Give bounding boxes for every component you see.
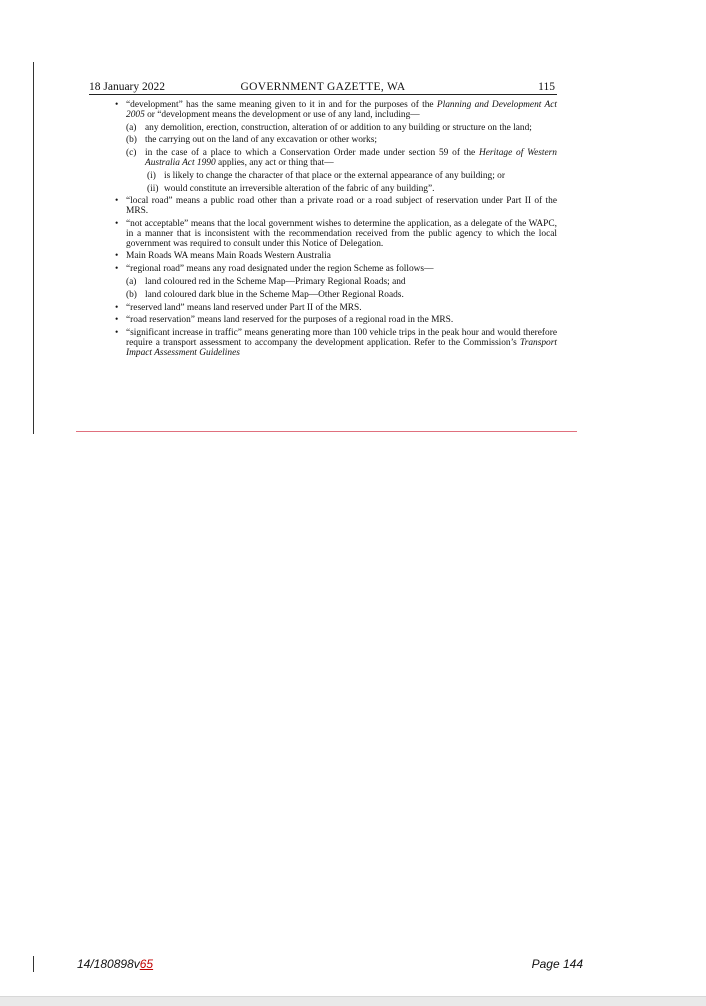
document-reference: 14/180898v65 <box>77 957 154 971</box>
development-item-a: (a) any demolition, erection, construction, alteration of or addition to any building or structure on the land; <box>126 122 532 133</box>
gazette-header <box>89 80 557 95</box>
definition-local-road: • “local road” means a public road other than a private road or a road subject of reservation under Part II of the MRS. <box>115 196 557 217</box>
development-item-b: (b) the carrying out on the land of any excavation or other works; <box>126 135 377 146</box>
revision-number: 65 <box>139 957 154 971</box>
section-end-rule <box>76 431 577 432</box>
bullet: • <box>115 328 119 339</box>
regional-road-item-b: (b) land coloured dark blue in the Scheme Map—Other Regional Roads. <box>126 289 404 300</box>
definitions-list <box>115 101 557 362</box>
footer-page-label: Page 144 <box>531 957 583 971</box>
definition-reserved-land: • “reserved land” means land reserved under Part II of the MRS. <box>115 302 362 313</box>
development-item-c-ii: (ii) would constitute an irreversible alteration of the fabric of any building”. <box>147 183 435 194</box>
left-margin-bar-footer <box>33 956 34 972</box>
bullet: • <box>115 315 119 326</box>
bullet: • <box>115 264 119 275</box>
bullet: • <box>115 302 119 313</box>
bullet: • <box>115 100 119 110</box>
bullet: • <box>115 218 119 229</box>
definition-regional-road: • “regional road” means any road designated under the region Scheme as follows— <box>115 264 434 275</box>
development-item-c-i: (i) is likely to change the character of that place or the external appearance of any building; or <box>147 170 505 181</box>
header-date: 18 January 2022 <box>89 81 166 93</box>
definition-main-roads: • Main Roads WA means Main Roads Western Australia <box>115 251 331 262</box>
definition-road-reservation: • “road reservation” means land reserved for the purposes of a regional road in the MRS. <box>115 315 454 326</box>
header-title: GOVERNMENT GAZETTE, WA <box>240 81 406 93</box>
development-item-c: (c) in the case of a place to which a Conservation Order made under section 59 of the Heritage of Western Australia Act 1990 applies, any act or thing that— <box>126 148 557 168</box>
header-page-number: 115 <box>538 81 555 93</box>
left-margin-bar <box>33 62 34 434</box>
definition-development: • “development” has the same meaning given to it in and for the purposes of the Planning and Development Act 2005 or “development means the development or use of any land, including— <box>115 100 558 120</box>
regional-road-item-a: (a) land coloured red in the Scheme Map—Primary Regional Roads; and <box>126 276 406 287</box>
definition-significant-increase: • “significant increase in traffic” means generating more than 100 vehicle trips in the peak hour and would therefore require a transport assessment to accompany the development application. Refer to the Commission’s Transport Impact Assessment Guidelines <box>115 328 557 358</box>
bullet: • <box>115 196 119 207</box>
definition-not-acceptable: • “not acceptable” means that the local government wishes to determine the application, as a delegate of the WAPC, in a manner that is inconsistent with the recommendation received from the public agency to which the local government was required to consult under this Notice of Delegation. <box>115 218 557 249</box>
bullet: • <box>115 251 119 262</box>
